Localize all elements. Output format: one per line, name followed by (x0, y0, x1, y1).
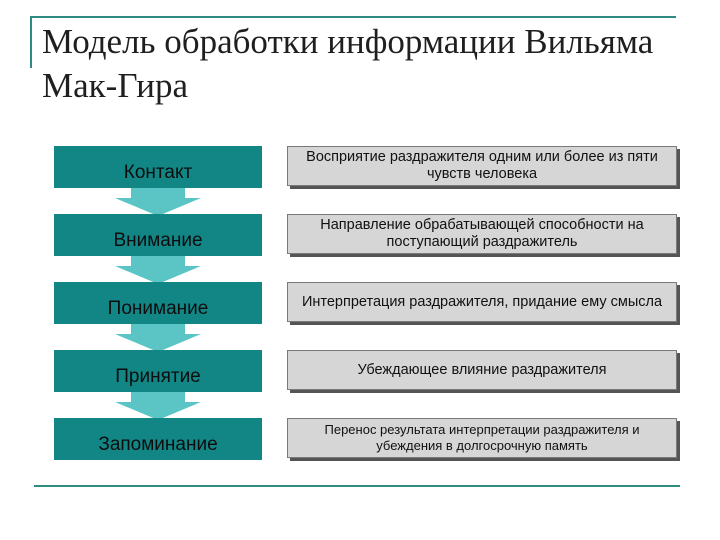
description-retention: Перенос результата интерпретации раздражителя и убеждения в долгосрочную память (287, 418, 677, 458)
bottom-rule (34, 485, 680, 487)
slide-title: Модель обработки информации Вильяма Мак-Гира (42, 22, 654, 105)
arrow-down-icon (115, 254, 201, 284)
step-attention: Внимание (54, 214, 262, 256)
description-contact: Восприятие раздражителя одним или более из пяти чувств человека (287, 146, 677, 186)
step-contact: Контакт (54, 146, 262, 188)
title-rule-vertical (30, 16, 32, 68)
title-rule-horizontal (30, 16, 676, 18)
description-acceptance: Убеждающее влияние раздражителя (287, 350, 677, 390)
description-attention: Направление обрабатывающей способности на поступающий раздражитель (287, 214, 677, 254)
arrow-down-icon (115, 186, 201, 216)
arrow-down-icon (115, 322, 201, 352)
description-comprehension: Интерпретация раздражителя, придание ему смысла (287, 282, 677, 322)
step-acceptance: Принятие (54, 350, 262, 392)
step-comprehension: Понимание (54, 282, 262, 324)
step-retention: Запоминание (54, 418, 262, 460)
arrow-down-icon (115, 390, 201, 420)
